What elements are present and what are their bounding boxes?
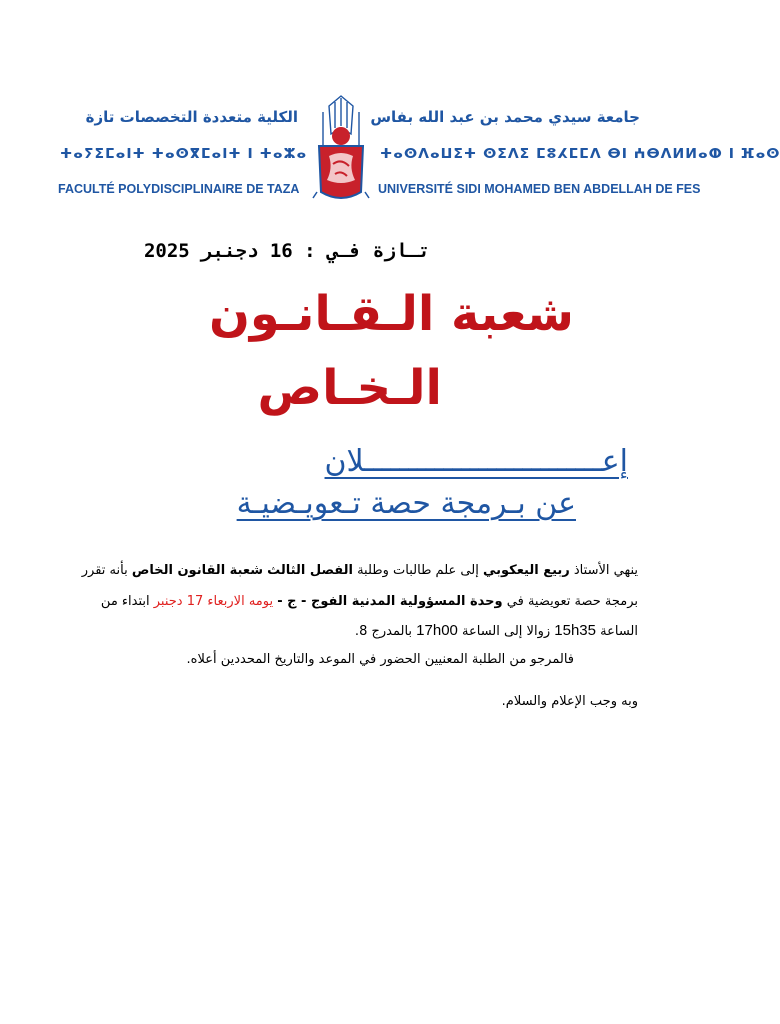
faculty-name-fr: FACULTÉ POLYDISCIPLINAIRE DE TAZA bbox=[58, 182, 300, 196]
paragraph-line-4: فالمرجو من الطلبة المعنيين الحضور في الموعد والتاريخ المحددين أعلاه. bbox=[186, 652, 574, 667]
end-time: 17h00 bbox=[416, 622, 458, 639]
announcement-subtitle: عن بـرمجة حصة تـعويـضيـة bbox=[236, 486, 576, 521]
date-line: تـازة فـي : 16 دجنبر 2025 bbox=[143, 240, 430, 262]
university-name-tifinagh: ⵜⴰⵙⴷⴰⵡⵉⵜ ⵙⵉⴷⵉ ⵎⵓⵃⵎⵎⴷ ⴱⵏ ⵄⴱⴷⵍⵍⴰⵀ ⵏ ⴼⴰⵙ bbox=[380, 146, 780, 162]
announcement-title: إعـــــــــــــــــــــــــــلان bbox=[324, 444, 628, 479]
semester: الفصل الثالث bbox=[267, 563, 353, 578]
university-name-fr: UNIVERSITÉ SIDI MOHAMED BEN ABDELLAH DE FES bbox=[378, 182, 701, 196]
university-name-ar: جامعة سيدي محمد بن عبد الله بفاس bbox=[370, 108, 640, 126]
closing-line: وبه وجب الإعلام والسلام. bbox=[501, 694, 638, 709]
session-day: يومه الاربعاء 17 دجنبر bbox=[153, 594, 274, 609]
module-name: وحدة المسؤولية المدنية الفوج - ج - bbox=[277, 594, 503, 609]
paragraph-line-2: برمجة حصة تعويضية في وحدة المسؤولية المدنية الفوج - ج - يومه الاربعاء 17 دجنبر ابتداء من bbox=[100, 594, 638, 609]
paragraph-line-1: ينهي الأستاذ ربيع اليعكوبي إلى علم طالبات وطلبة الفصل الثالث شعبة القانون الخاص بأنه تقرر bbox=[81, 563, 638, 578]
paragraph-line-3: الساعة 15h35 زوالا إلى الساعة 17h00 بالمدرج 8. bbox=[354, 622, 638, 639]
professor-name: ربيع اليعكوبي bbox=[482, 563, 570, 578]
faculty-name-ar: الكلية متعددة التخصصات تازة bbox=[85, 108, 298, 126]
university-logo bbox=[309, 94, 373, 204]
faculty-name-tifinagh: ⵜⴰⵢⵉⵎⴰⵏⵜ ⵜⴰⵙⴳⵎⴰⵏⵜ ⵏ ⵜⴰⵣⴰ bbox=[60, 146, 308, 162]
start-time: 15h35 bbox=[554, 622, 596, 639]
department-title-line2: الـخـاص bbox=[257, 360, 442, 416]
department-name: شعبة القانون الخاص bbox=[131, 563, 263, 578]
department-title-line1: شعبة الـقـانـون bbox=[208, 286, 574, 342]
